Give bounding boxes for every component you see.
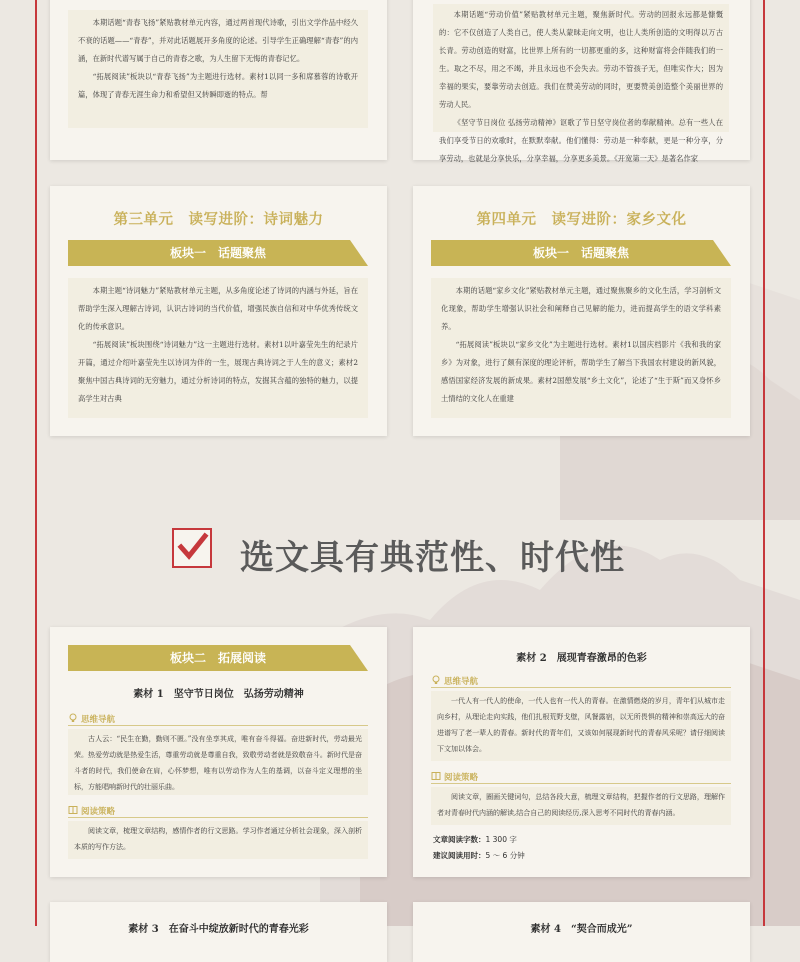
section-heading (0, 528, 800, 576)
card-top-left (50, 0, 387, 160)
section-heading-text: 选文具有典范性、时代性 (240, 538, 625, 578)
paragraph: “拓展阅读”板块以“青春飞扬”为主题进行选材。素材1以同一多和席慕蓉的诗歌开篇，体现了青春无涯生命力和希望但又转瞬即逝的特点。帮 (78, 72, 358, 99)
card-unit3 (50, 186, 387, 436)
reading-time (433, 850, 525, 861)
guide-label: 思维导航 (444, 677, 479, 687)
strategy-label: 阅读策略 (81, 807, 116, 817)
frame-line-right (763, 0, 765, 926)
divider (431, 783, 731, 784)
strategy-text-panel (431, 787, 731, 825)
strategy-heading (431, 771, 478, 783)
strategy-text-panel (68, 821, 368, 859)
checkmark-icon (172, 528, 212, 568)
strategy-heading (68, 805, 115, 817)
material-title: 素材 3 在奋斗中绽放新时代的青春光彩 (128, 924, 309, 935)
guide-text-panel (431, 691, 731, 761)
unit-title: 第三单元 读写进阶：诗词魅力 (113, 212, 324, 228)
section-banner: 板块一 话题聚焦 (68, 240, 368, 266)
divider (431, 687, 731, 688)
reading-time-value: 5 ～ 6 分钟 (485, 851, 525, 860)
divider (68, 725, 368, 726)
strategy-text: 阅读文章，圈画关键词句，总结各段大意，梳理文章结构，把握作者的行文思路，理解作者对青春时代内涵的解读,结合自己的阅读经历,深入思考不同时代的青春内涵。 (437, 793, 725, 817)
card-material1 (50, 627, 387, 877)
paragraph: 本期话题“劳动价值”紧贴教材单元主题，聚焦新时代。劳动的回报永远都是慷慨的：它不仅创造了人类自己，使人类从蒙昧走向文明，也让人类所创造的文明得以万古长青。劳动创造的财富，比世界上所有的一切都更重的多，这种财富将会伴随我们的一生。取之不尽，用之不竭，并且永远也不会失去。劳动不管孩子无，但唯实作大；因为幸福的果实，要靠劳动去创造。我们在赞美劳动的同时，更要赞美创造整个美丽世界的劳动人民。 (439, 10, 723, 109)
section-banner: 板块一 话题聚焦 (431, 240, 731, 266)
word-count-value: 1 300 字 (485, 835, 517, 844)
paragraph: 本期的话题“家乡文化”紧贴教材单元主题，通过聚焦聚乡的文化生活，学习剖析文化现象，帮助学生增强认识社会和阐释自己见解的能力，进而提高学生的语文学科素养。 (441, 286, 721, 331)
paragraph: 本期主题“诗词魅力”紧贴教材单元主题，从多角度论述了诗词的内涵与外延，旨在帮助学生深入理解古诗词，认识古诗词的当代价值，增强民族自信和对中华优秀传统文化的传承意识。 (78, 286, 358, 331)
word-count-label: 文章阅读字数： (433, 835, 486, 844)
paragraph: “拓展阅读”板块围绕“诗词魅力”这一主题进行选材。素材1以叶嘉莹先生的纪录片开篇，通过介绍叶嘉莹先生以诗词为伴的一生，展现古典诗词之于人生的意义；素材2聚焦中国古典诗词的无穷魅力，通过分析诗词的特点，发掘其含蕴的独特的魅力，以提高学生对古典 (78, 340, 358, 403)
card-top-left-text-panel (68, 10, 368, 128)
book-icon (431, 771, 441, 781)
card-unit3-text-panel (68, 278, 368, 418)
card-unit4 (413, 186, 750, 436)
guide-heading (68, 713, 115, 725)
guide-heading (431, 675, 478, 687)
strategy-text: 阅读文章，梳理文章结构，感情作者的行文思路。学习作者通过分析社会现象，深入剖析本质的写作方法。 (74, 827, 362, 851)
guide-label: 思维导航 (81, 715, 116, 725)
section-banner: 板块二 拓展阅读 (68, 645, 368, 671)
strategy-label: 阅读策略 (444, 773, 479, 783)
paragraph: 本期话题“青春飞扬”紧贴教材单元内容，通过两首现代诗歌，引出文学作品中经久不衰的话题——“青春”，并对此话题展开多角度的论述。引导学生正确理解“青春”的内涵，在新时代谱写属于自己的青春之歌，为人生留下无悔的青春记忆。 (78, 18, 358, 63)
material-title: 素材 1 坚守节日岗位 弘扬劳动精神 (133, 689, 304, 700)
paragraph: 《坚守节日岗位 弘扬劳动精神》讴歌了节日坚守岗位者的奉献精神。总有一些人在我们享受节日的欢歌时，在默默奉献。他们懂得：劳动是一种奉献，更是一种分享，分享劳动，也就是分享快乐，分享幸福，分享更多美景。《开宽第一天》是著名作家 (439, 118, 723, 163)
guide-text: 古人云：“民生在勤，勤则不匮。”没有坐享其成，唯有奋斗得福。奋进新时代，劳动最光荣。热爱劳动就是热爱生活，尊重劳动就是尊重自我，致敬劳动者就是致敬奋斗。新时代是奋斗者的时代，我们使命在肩，心怀梦想，唯有以劳动作为人生的基调，以奋斗定义理想的坐标，方能唱响新时代的壮丽乐曲。 (74, 735, 362, 791)
reading-time-label: 建议阅读用时： (433, 851, 486, 860)
card-top-right-text-panel (433, 4, 729, 163)
material-title: 素材 4 “契合而成光” (530, 924, 633, 935)
material-title: 素材 2 展现青春激昂的色彩 (516, 653, 647, 664)
guide-text: 一代人有一代人的使命，一代人也有一代人的青春。在激情燃烧的岁月，青年们从城市走向乡村，从理论走向实践，他们扎根荒野戈壁，风餐露宿，以无所畏惧的精神和崇高远大的奋进谱写了老一辈人的青春。新时代的青年们，又该如何展现新时代的青春风采呢？请仔细阅读下文加以体会。 (437, 697, 725, 753)
card-top-right (413, 0, 750, 163)
card-bottom-right (413, 902, 750, 962)
paragraph: “拓展阅读”板块以“家乡文化”为主题进行选材。素材1以国庆档影片《我和我的家乡》为对象，进行了颇有深度的理论评析，帮助学生了解当下我国农村建设的新风貌，感悟国家经济发展的新成果。素材2国憩发展“乡土文化”，论述了“生于斯”而又身怀乡土情结的文化人在重建 (441, 340, 721, 403)
card-bottom-left (50, 902, 387, 962)
frame-line-left (35, 0, 37, 926)
lightbulb-icon (68, 713, 78, 723)
book-icon (68, 805, 78, 815)
card-material2 (413, 627, 750, 877)
lightbulb-icon (431, 675, 441, 685)
divider (68, 817, 368, 818)
word-count (433, 834, 517, 845)
guide-text-panel (68, 729, 368, 795)
unit-title: 第四单元 读写进阶：家乡文化 (476, 212, 687, 228)
card-unit4-text-panel (431, 278, 731, 418)
